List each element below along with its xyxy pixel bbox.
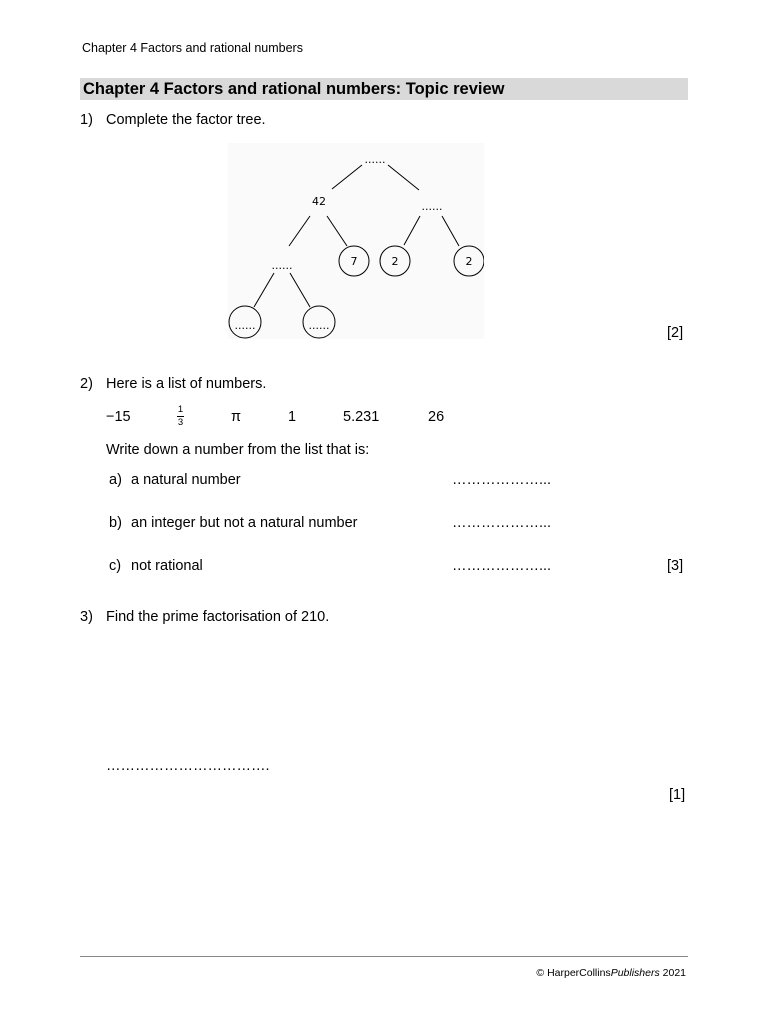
tree-label-2b: 2 (465, 255, 473, 268)
number-neg15: −15 (106, 409, 131, 425)
footer-divider (80, 956, 688, 957)
q1-text: Complete the factor tree. (106, 112, 266, 128)
q2-instruction: Write down a number from the list that is: (106, 442, 370, 458)
fraction-denominator: 3 (177, 417, 184, 428)
tree-label-bottom-left: ...... (234, 319, 256, 332)
q2a-label: a) (109, 472, 122, 488)
q2b-label: b) (109, 515, 122, 531)
tree-root-blank: ...... (364, 153, 386, 166)
q3-answer-line[interactable]: ……………………………. (106, 758, 270, 774)
page-title: Chapter 4 Factors and rational numbers: Topic review (83, 80, 505, 98)
q3-marks: [1] (669, 787, 686, 803)
q2c-label: c) (109, 558, 122, 574)
q2c-answer-line[interactable]: ………………... (452, 558, 552, 574)
number-pi: π (231, 409, 242, 425)
q2-number: 2) (80, 376, 93, 392)
q2c-text: not rational (131, 558, 203, 574)
tree-label-bottom-right: ...... (308, 319, 330, 332)
q3-number: 3) (80, 609, 93, 625)
number-26: 26 (428, 409, 445, 425)
tree-node-left-blank: ...... (271, 259, 293, 272)
footer-copyright (536, 967, 686, 979)
q2a-text: a natural number (131, 472, 241, 488)
number-one-third (177, 405, 184, 428)
q1-marks: [2] (667, 325, 684, 341)
q2b-text: an integer but not a natural number (131, 515, 358, 531)
running-header: Chapter 4 Factors and rational numbers (82, 41, 303, 55)
number-5-231: 5.231 (343, 409, 380, 425)
fraction-numerator: 1 (177, 404, 184, 415)
tree-node-right-blank: ...... (421, 200, 443, 213)
number-one: 1 (288, 409, 297, 425)
factor-tree (228, 143, 484, 339)
footer-year: 2021 (659, 967, 686, 979)
tree-label-7: 7 (350, 255, 358, 268)
q2-text: Here is a list of numbers. (106, 376, 267, 392)
q2-marks: [3] (667, 558, 684, 574)
footer-publisher: Publishers (610, 967, 660, 979)
q2a-answer-line[interactable]: ………………... (452, 472, 552, 488)
q3-text: Find the prime factorisation of 210. (106, 609, 330, 625)
tree-label-2a: 2 (391, 255, 399, 268)
q1-number: 1) (80, 112, 93, 128)
footer-copyright-text: © HarperCollins (536, 967, 611, 979)
q2b-answer-line[interactable]: ………………... (452, 515, 552, 531)
tree-node-42: 42 (312, 195, 326, 208)
